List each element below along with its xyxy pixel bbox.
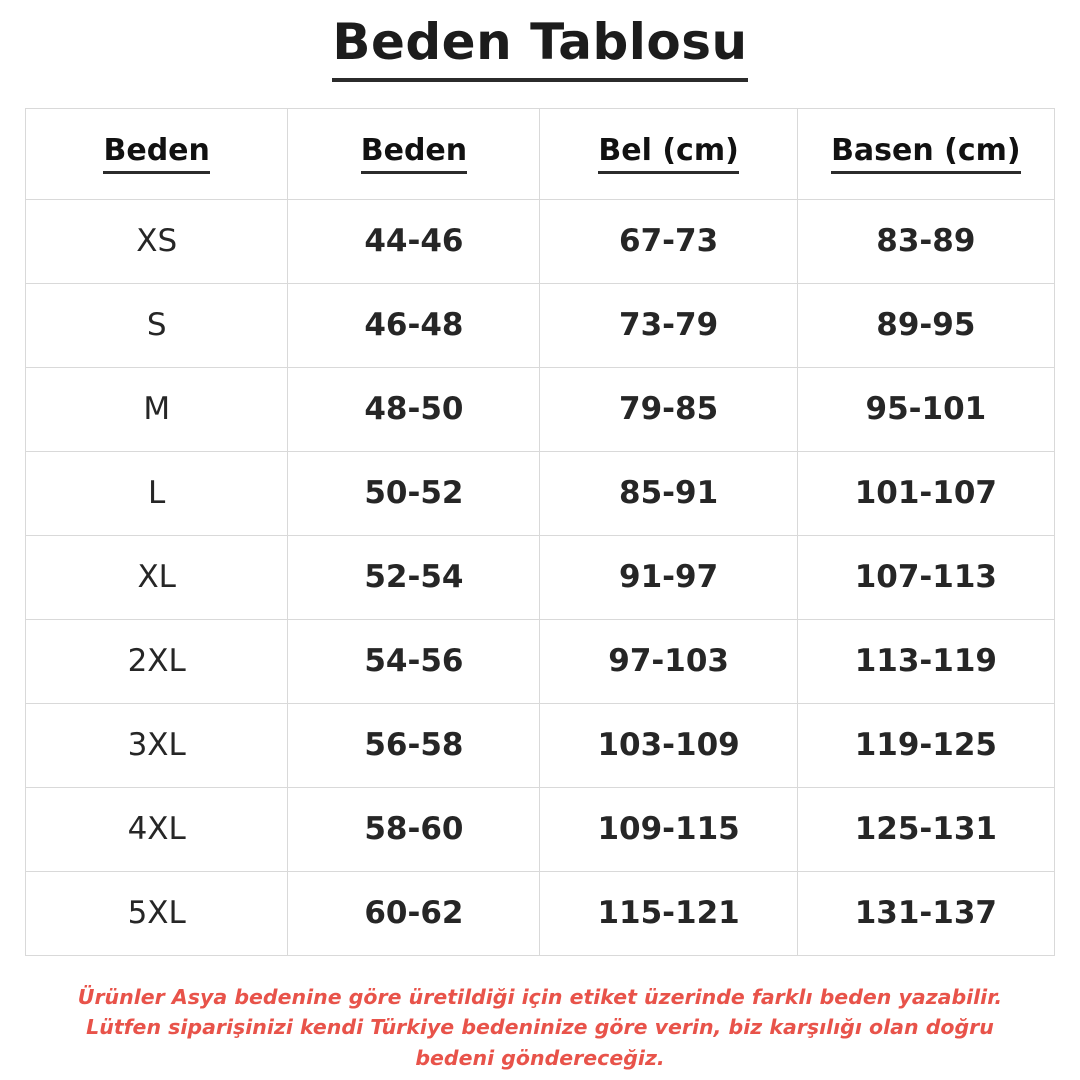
column-header-label: Basen (cm)	[831, 133, 1021, 174]
table-row	[26, 871, 1055, 955]
page-title: Beden Tablosu	[332, 14, 747, 82]
cell-size-number: 56-58	[288, 703, 540, 787]
cell-waist: 115-121	[540, 871, 797, 955]
cell-size: M	[26, 367, 288, 451]
cell-hip: 119-125	[797, 703, 1054, 787]
cell-waist: 73-79	[540, 283, 797, 367]
table-row	[26, 199, 1055, 283]
column-header-beden-numara	[288, 108, 540, 199]
cell-size-number: 60-62	[288, 871, 540, 955]
cell-size-number: 46-48	[288, 283, 540, 367]
cell-hip: 89-95	[797, 283, 1054, 367]
cell-waist: 97-103	[540, 619, 797, 703]
cell-size: L	[26, 451, 288, 535]
cell-size-number: 58-60	[288, 787, 540, 871]
cell-size: 2XL	[26, 619, 288, 703]
table-row	[26, 283, 1055, 367]
size-table	[25, 108, 1055, 956]
cell-waist: 91-97	[540, 535, 797, 619]
column-header-beden-harf	[26, 108, 288, 199]
cell-hip: 131-137	[797, 871, 1054, 955]
cell-waist: 67-73	[540, 199, 797, 283]
column-header-bel	[540, 108, 797, 199]
cell-hip: 107-113	[797, 535, 1054, 619]
cell-size-number: 50-52	[288, 451, 540, 535]
cell-size: XL	[26, 535, 288, 619]
cell-size: S	[26, 283, 288, 367]
column-header-label: Beden	[361, 133, 467, 174]
column-header-label: Bel (cm)	[598, 133, 738, 174]
table-row	[26, 703, 1055, 787]
cell-size-number: 54-56	[288, 619, 540, 703]
table-header	[26, 108, 1055, 199]
cell-size: 5XL	[26, 871, 288, 955]
disclaimer-note: Ürünler Asya bedenine göre üretildiği için etiket üzerinde farklı beden yazabilir. Lütfen siparişinizi kendi Türkiye bedeninize göre verin, biz karşılığı olan doğru bedeni göndereceğiz.	[77, 984, 1003, 1070]
table-row	[26, 367, 1055, 451]
cell-waist: 103-109	[540, 703, 797, 787]
cell-size: 4XL	[26, 787, 288, 871]
table-row	[26, 535, 1055, 619]
table-row	[26, 787, 1055, 871]
cell-size-number: 52-54	[288, 535, 540, 619]
cell-hip: 101-107	[797, 451, 1054, 535]
cell-size-number: 44-46	[288, 199, 540, 283]
column-header-label: Beden	[103, 133, 209, 174]
cell-hip: 83-89	[797, 199, 1054, 283]
cell-waist: 79-85	[540, 367, 797, 451]
cell-hip: 125-131	[797, 787, 1054, 871]
cell-size-number: 48-50	[288, 367, 540, 451]
cell-waist: 85-91	[540, 451, 797, 535]
size-table-container	[25, 108, 1055, 956]
cell-hip: 113-119	[797, 619, 1054, 703]
table-body	[26, 199, 1055, 955]
table-header-row	[26, 108, 1055, 199]
column-header-basen	[797, 108, 1054, 199]
cell-size: 3XL	[26, 703, 288, 787]
cell-size: XS	[26, 199, 288, 283]
table-row	[26, 451, 1055, 535]
table-row	[26, 619, 1055, 703]
cell-waist: 109-115	[540, 787, 797, 871]
cell-hip: 95-101	[797, 367, 1054, 451]
